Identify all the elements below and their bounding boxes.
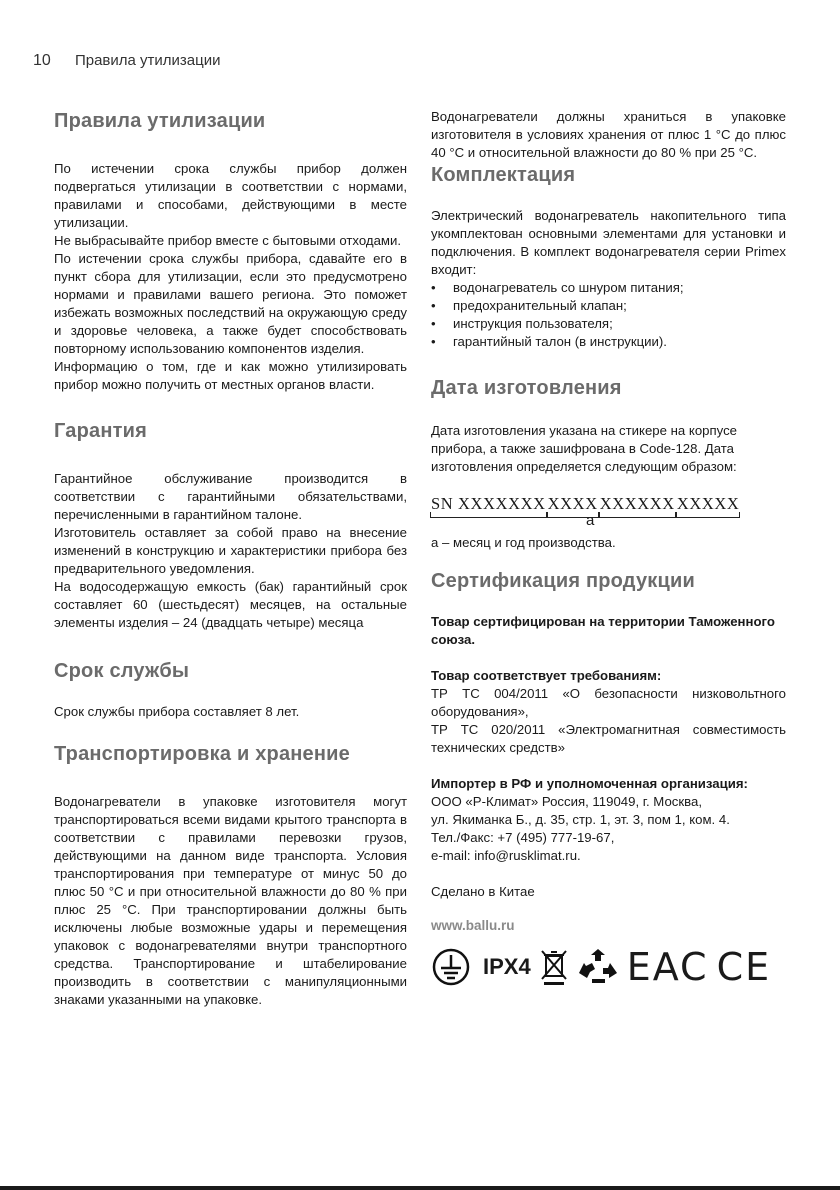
disposal-body xyxy=(54,160,407,394)
warranty-paragraph: Изготовитель оставляет за собой право на внесение изменений в конструкцию и характеристики прибора без предварительного уведомления. xyxy=(54,525,407,576)
section-title-disposal: Правила утилизации xyxy=(54,110,266,132)
section-title-transport: Транспортировка и хранение xyxy=(54,743,350,765)
made-in: Сделано в Китае xyxy=(431,884,535,899)
weee-bin-icon xyxy=(539,947,569,987)
kit-list-item: • инструкция пользователя; xyxy=(431,315,786,333)
ce-mark: CE xyxy=(716,945,772,989)
code-segment: XXXXXX xyxy=(599,494,675,513)
code-segment: XXXXX xyxy=(676,494,740,513)
requirement-line: ТР ТС 004/2011 «О безопасности низковольтного оборудования», xyxy=(431,686,786,719)
serial-code-diagram xyxy=(431,494,786,534)
kit-list xyxy=(431,279,786,351)
code-marker: a xyxy=(586,512,595,529)
section-title-warranty: Гарантия xyxy=(54,420,147,442)
kit-list-item: • водонагреватель со шнуром питания; xyxy=(431,279,786,297)
requirement-line: ТР ТС 020/2011 «Электромагнитная совместимость технических средств» xyxy=(431,722,786,755)
code-segment: XXXX xyxy=(547,494,598,513)
importer-heading: Импортер в РФ и уполномоченная организация: xyxy=(431,776,748,791)
service-life-paragraph: Срок службы прибора составляет 8 лет. xyxy=(54,704,300,719)
section-title-manufacture-date: Дата изготовления xyxy=(431,377,622,399)
warranty-body xyxy=(54,470,407,632)
disposal-paragraph: По истечении срока службы прибора, сдавайте его в пункт сбора для утилизации, если это предусмотрено нормами и правилами вашего региона. Это поможет избежать возможных последствий на окружающую среду и здоровье человека, а также будет способствовать повторному использованию компонентов изделия. xyxy=(54,251,407,356)
disposal-paragraph: Информацию о том, где и как можно утилизировать прибор можно получить от местных органов власти. xyxy=(54,359,407,392)
importer-line: Тел./Факс: +7 (495) 777-19-67, xyxy=(431,830,615,845)
manufacture-date-paragraph: Дата изготовления указана на стикере на корпусе прибора, а также зашифрована в Code-128. Дата изготовления определяется следующим образом: xyxy=(431,423,738,474)
serial-code xyxy=(431,494,786,514)
kit-list-item: • гарантийный талон (в инструкции). xyxy=(431,333,786,351)
requirements-heading: Товар соответствует требованиям: xyxy=(431,668,662,683)
kit-body xyxy=(431,207,786,351)
website-link[interactable]: www.ballu.ru xyxy=(431,918,515,933)
transport-paragraph: Водонагреватели в упаковке изготовителя могут транспортироваться всеми видами крытого транспорта в соответствии с правилами перевозки грузов, действующими на данном виде транспорта. Условия транспортирования при температуре от минус 50 до плюс 50 °C и при относительной влажности до 80 % при плюс 25 °C. При транспортировании должны быть исключены любые возможные удары и перемещения упаковок с водонагревателями внутри транспортного средства. Транспортирование и штабелирование производить в соответствии с манипуляционными знаками указанными на упаковке. xyxy=(54,794,407,1007)
cert-statement: Товар сертифицирован на территории Таможенного союза. xyxy=(431,614,775,647)
code-segment: SN XXXXXXX xyxy=(431,494,546,513)
header-title: Правила утилизации xyxy=(74,52,221,69)
transport-body xyxy=(54,793,407,1009)
disposal-paragraph: По истечении срока службы прибор должен подвергаться утилизации в соответствии с нормами, правилами и способами, действующими в месте утилизации. xyxy=(54,161,407,230)
importer-line: ООО «Р-Климат» Россия, 119049, г. Москва, xyxy=(431,794,702,809)
section-title-service-life: Срок службы xyxy=(54,660,190,682)
code-legend: а – месяц и год производства. xyxy=(431,535,616,550)
disposal-paragraph: Не выбрасывайте прибор вместе с бытовыми отходами. xyxy=(54,233,402,248)
warranty-paragraph: На водосодержащую емкость (бак) гарантийный срок составляет 60 (шестьдесят) месяцев, на остальные элементы изделия – 24 (двадцать четыре) месяца xyxy=(54,579,407,630)
eac-mark: EAC xyxy=(626,945,709,989)
section-title-certification: Сертификация продукции xyxy=(431,570,695,592)
kit-list-item: • предохранительный клапан; xyxy=(431,297,786,315)
section-title-kit: Комплектация xyxy=(431,164,576,186)
page-header xyxy=(33,52,221,70)
ipx4-mark: IPX4 xyxy=(483,954,531,979)
page-number: 10 xyxy=(33,52,51,69)
page-bottom-rule xyxy=(0,1186,840,1190)
right-column xyxy=(431,108,786,989)
service-life-body xyxy=(54,703,407,721)
importer-line: e-mail: info@rusklimat.ru. xyxy=(431,848,581,863)
left-column xyxy=(54,108,407,1009)
kit-intro: Электрический водонагреватель накопительного типа укомплектован основными элементами для установки и подключения. В комплект водонагревателя серии Primex входит: xyxy=(431,208,786,277)
storage-paragraph: Водонагреватели должны храниться в упаковке изготовителя в условиях хранения от плюс 1 °C до плюс 40 °C и относительной влажности до 80 % при 25 °C. xyxy=(431,109,786,160)
importer-line: ул. Якиманка Б., д. 35, стр. 1, эт. 3, пом 1, ком. 4. xyxy=(431,812,730,827)
ground-icon xyxy=(431,947,471,987)
certification-marks xyxy=(431,945,786,989)
certification-body xyxy=(431,613,786,935)
recycle-icon xyxy=(577,947,619,987)
warranty-paragraph: Гарантийное обслуживание производится в соответствии с гарантийными обязательствами, перечисленными в гарантийном талоне. xyxy=(54,471,407,522)
manufacture-date-body xyxy=(431,422,786,552)
